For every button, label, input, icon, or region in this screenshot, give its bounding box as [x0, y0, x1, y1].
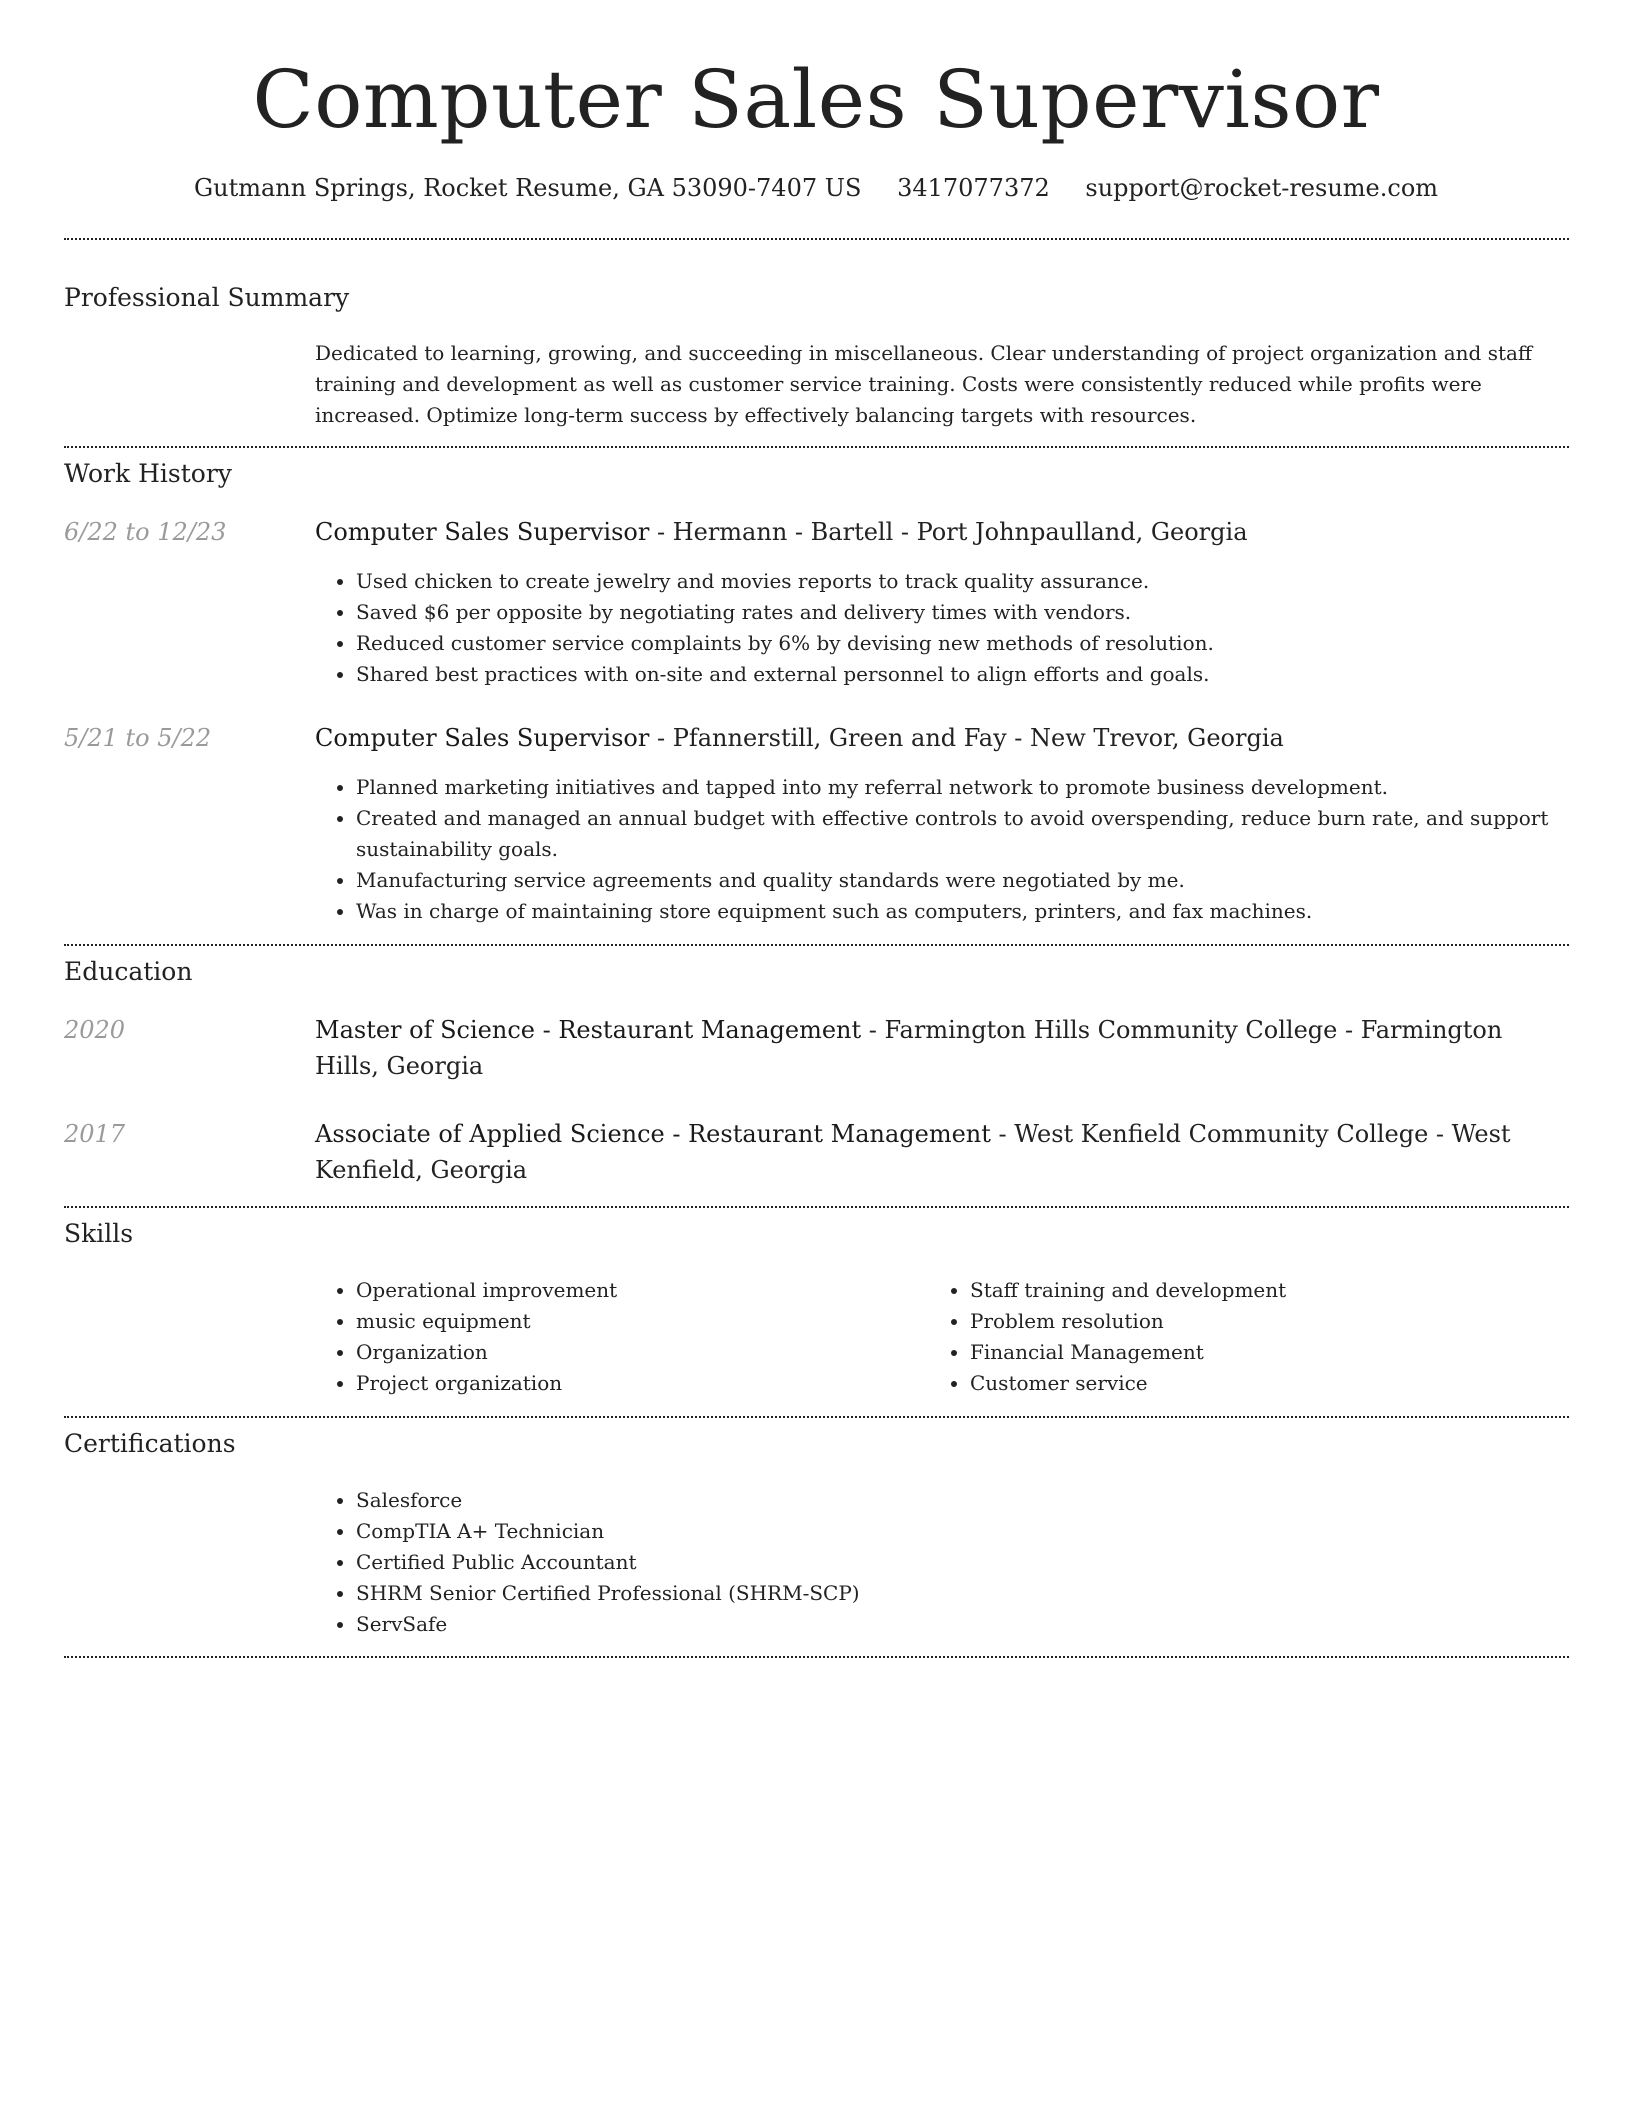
list-item: • Saved $6 per opposite by negotiating rates and delivery times with vendors.: [356, 597, 1566, 628]
list-item: • Salesforce: [356, 1485, 1256, 1516]
divider: [64, 1656, 1569, 1658]
certifications-list: [312, 1485, 1256, 1640]
degree: Associate of Applied Science - Restaurant Management: [315, 1120, 991, 1148]
job-company: - Pfannerstill, Green and Fay - New Trevor, Georgia: [649, 724, 1284, 752]
list-item: • Certified Public Accountant: [356, 1547, 1256, 1578]
contact-line: [0, 169, 1632, 207]
list-item: • SHRM Senior Certified Professional (SHRM-SCP): [356, 1578, 1256, 1609]
job-company: - Hermann - Bartell - Port Johnpaulland, Georgia: [649, 518, 1248, 546]
degree: Master of Science - Restaurant Management: [315, 1016, 862, 1044]
job-bullets: [312, 772, 1566, 927]
list-item: • Organization: [356, 1337, 916, 1368]
section-title-certifications: Certifications: [64, 1429, 236, 1458]
list-item: • Used chicken to create jewelry and movies reports to track quality assurance.: [356, 566, 1566, 597]
list-item: • CompTIA A+ Technician: [356, 1516, 1256, 1547]
list-item: • Manufacturing service agreements and quality standards were negotiated by me.: [356, 865, 1566, 896]
divider: [64, 944, 1569, 946]
education-year: 2017: [64, 1120, 126, 1148]
education-entry: [315, 1012, 1565, 1084]
list-item: • Created and managed an annual budget with effective controls to avoid overspending, reduce burn rate, and support sustainability goals.: [356, 803, 1566, 865]
divider: [64, 446, 1569, 448]
education-year: 2020: [64, 1016, 126, 1044]
summary-text: Dedicated to learning, growing, and succeeding in miscellaneous. Clear understanding of project organization and staff training and development as well as customer service training. Costs were consistently reduced while profits were increased. Optimize long-term success by effectively balancing targets with resources.: [315, 341, 1533, 427]
section-title-work-history: Work History: [64, 459, 232, 488]
candidate-name: Computer Sales Supervisor: [252, 53, 1380, 146]
school: - West Kenfield Community College - West Kenfield, Georgia: [315, 1120, 1511, 1184]
section-title-summary: Professional Summary: [64, 283, 350, 312]
section-title-skills: Skills: [64, 1219, 134, 1248]
section-title-education: Education: [64, 957, 193, 986]
list-item: • Project organization: [356, 1368, 916, 1399]
list-item: • ServSafe: [356, 1609, 1256, 1640]
job-role: Computer Sales Supervisor: [315, 724, 650, 752]
divider: [64, 238, 1569, 240]
list-item: • Problem resolution: [970, 1306, 1570, 1337]
skills-list-right: [926, 1275, 1570, 1399]
divider: [64, 1206, 1569, 1208]
school: - Farmington Hills Community College - Farmington Hills, Georgia: [315, 1016, 1503, 1080]
job-dates: 5/21 to 5/22: [64, 724, 212, 752]
list-item: • Shared best practices with on-site and external personnel to align efforts and goals.: [356, 659, 1566, 690]
job-title: [315, 720, 1565, 756]
skills-list-left: [312, 1275, 916, 1399]
list-item: • Customer service: [970, 1368, 1570, 1399]
job-dates: 6/22 to 12/23: [64, 518, 227, 546]
education-entry: [315, 1116, 1565, 1188]
job-title: [315, 514, 1565, 550]
list-item: • Reduced customer service complaints by 6% by devising new methods of resolution.: [356, 628, 1566, 659]
list-item: • Was in charge of maintaining store equipment such as computers, printers, and fax machines.: [356, 896, 1566, 927]
list-item: • Operational improvement: [356, 1275, 916, 1306]
address: Gutmann Springs, Rocket Resume, GA 53090-7407 US: [193, 174, 862, 202]
email-link[interactable]: support@rocket-resume.com: [1085, 174, 1439, 202]
phone: 3417077372: [897, 174, 1050, 202]
list-item: • Planned marketing initiatives and tapped into my referral network to promote business development.: [356, 772, 1566, 803]
list-item: • Financial Management: [970, 1337, 1570, 1368]
job-role: Computer Sales Supervisor: [315, 518, 650, 546]
job-bullets: [312, 566, 1566, 690]
list-item: • music equipment: [356, 1306, 916, 1337]
list-item: • Staff training and development: [970, 1275, 1570, 1306]
divider: [64, 1416, 1569, 1418]
